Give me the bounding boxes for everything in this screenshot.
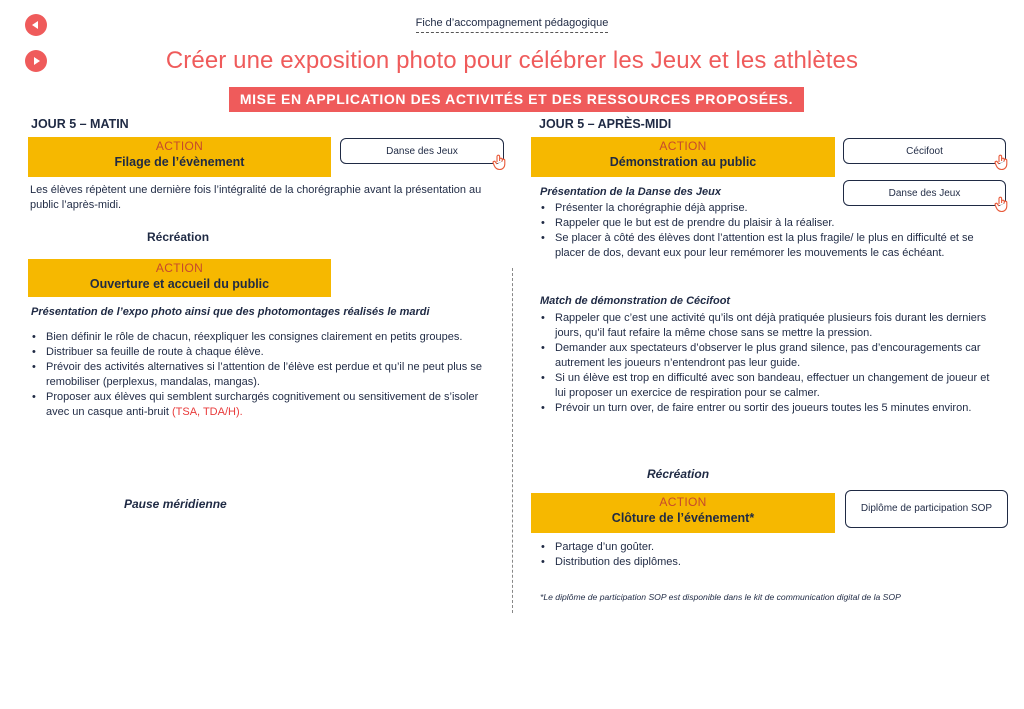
list-item: • Distribution des diplômes. [539, 555, 979, 570]
action-label: ACTION [155, 139, 204, 153]
pointer-hand-icon [993, 153, 1011, 171]
action-title: Clôture de l’événement* [611, 511, 755, 525]
resource-label: Danse des Jeux [888, 187, 961, 199]
action-label: ACTION [659, 495, 707, 509]
left-action-ouverture [28, 259, 331, 297]
left-action-filage [28, 137, 331, 177]
right-section2-title: Match de démonstration de Cécifoot [540, 295, 731, 307]
list-item: • Rappeler que c’est une activité qu’ils ont déjà pratiquée plusieurs fois durant les derniers jours, qu’il faut refaire la même chose sans se mettre la pression. [539, 311, 994, 341]
list-item: • Prévoir un turn over, de faire entrer ou sortir des joueurs toutes les 5 minutes environ. [539, 401, 994, 416]
action-label: ACTION [155, 261, 204, 275]
action-title: Démonstration au public [609, 155, 757, 169]
section-banner: MISE EN APPLICATION DES ACTIVITÉS ET DES RESSOURCES PROPOSÉES. [229, 87, 804, 112]
footnote: *Le diplôme de participation SOP est disponible dans le kit de communication digital de la SOP [540, 592, 901, 602]
list-item: • Présenter la chorégraphie déjà apprise. [539, 201, 979, 216]
highlight-note: (TSA, TDA/H). [171, 406, 243, 418]
right-day-heading: JOUR 5 – APRÈS-MIDI [539, 117, 672, 131]
list-item: • Si un élève est trop en difficulté avec son bandeau, effectuer un changement de joueur et lui proposer un exercice de respiration pour se calmer. [539, 371, 994, 401]
left-day-heading: JOUR 5 – MATIN [31, 117, 129, 131]
column-divider [512, 268, 513, 613]
list-item: • Demander aux spectateurs d’observer le plus grand silence, pas d’encouragements car autrement les joueurs n’entendront pas leur guide. [539, 341, 994, 371]
list-item: • Prévoir des activités alternatives si l’attention de l’élève est perdue et qu’il ne peut plus se remobiliser (perplexus, mandalas, mangas). [30, 360, 490, 390]
right-section1-title: Présentation de la Danse des Jeux [540, 186, 721, 198]
left-action2-bullets [30, 330, 490, 420]
right-recreation-label: Récréation [647, 467, 710, 481]
pointer-hand-icon [993, 195, 1011, 213]
right-section2-bullets [539, 311, 994, 416]
right-section1-bullets [539, 201, 979, 261]
resource-label: Diplôme de participation SOP [860, 503, 993, 514]
pointer-hand-icon [491, 153, 509, 171]
list-item: • Se placer à côté des élèves dont l’attention est la plus fragile/ le plus en difficulté et se placer de dos, devant eux pour leur remémorer les mouvements le cas échéant. [539, 231, 979, 261]
list-item: • Rappeler que le but est de prendre du plaisir à la réaliser. [539, 216, 979, 231]
right-action-demonstration [531, 137, 835, 177]
right-action-cloture [531, 493, 835, 533]
document-subtitle: Fiche d’accompagnement pédagogique [0, 17, 1024, 29]
left-action1-description: Les élèves répètent une dernière fois l’intégralité de la chorégraphie avant la présentation au public l’après-midi. [30, 184, 482, 211]
list-item: • Proposer aux élèves qui semblent surchargés cognitivement ou sensitivement de s’isoler avec un casque anti-bruit (TSA, TDA/H). [30, 390, 490, 420]
resource-label: Danse des Jeux [386, 145, 458, 157]
left-action2-subtitle: Présentation de l’expo photo ainsi que des photomontages réalisés le mardi [31, 306, 430, 318]
action-title: Ouverture et accueil du public [89, 277, 270, 291]
resource-button-diplome[interactable] [845, 490, 1008, 528]
list-item: • Partage d’un goûter. [539, 540, 979, 555]
right-action2-bullets [539, 540, 979, 570]
action-label: ACTION [659, 139, 707, 153]
list-item: • Bien définir le rôle de chacun, réexpliquer les consignes clairement en petits groupes. [30, 330, 490, 345]
left-recreation-label: Récréation [147, 230, 210, 244]
resource-button-cecifoot[interactable] [843, 138, 1006, 164]
resource-button-danse-des-jeux[interactable] [340, 138, 504, 164]
page-title: Créer une exposition photo pour célébrer les Jeux et les athlètes [165, 47, 859, 74]
left-pause-label: Pause méridienne [124, 497, 227, 511]
action-title: Filage de l’évènement [114, 155, 245, 169]
resource-label: Cécifoot [906, 145, 943, 157]
list-item: • Distribuer sa feuille de route à chaque élève. [30, 345, 490, 360]
